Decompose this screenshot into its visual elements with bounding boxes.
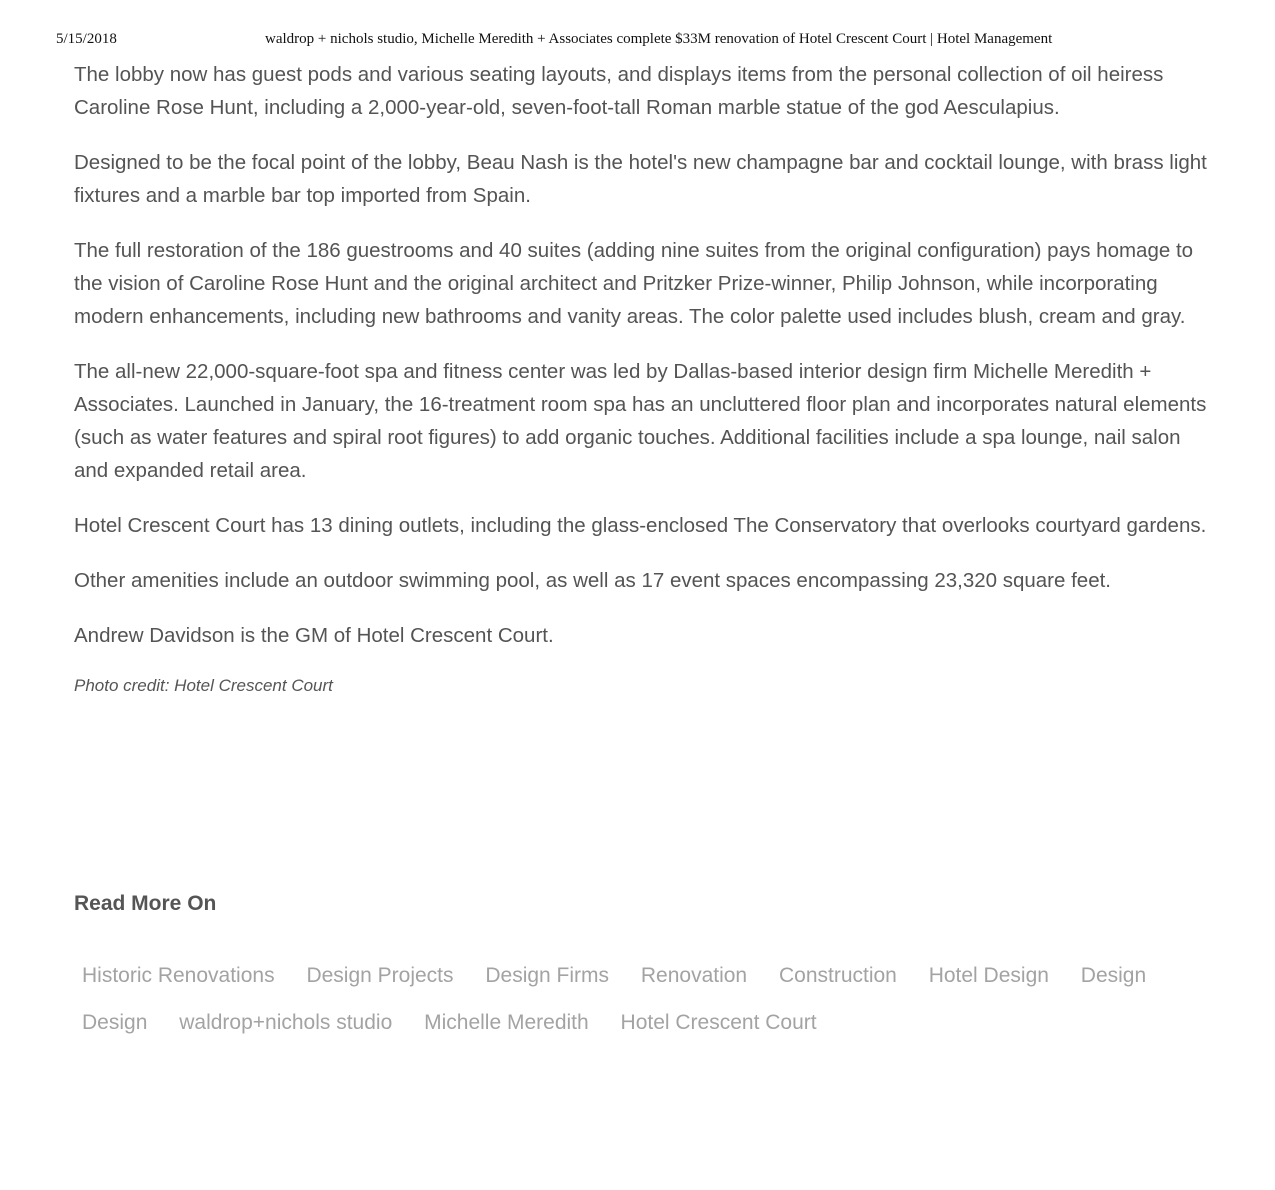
print-page-title: waldrop + nichols studio, Michelle Meredith + Associates complete $33M renovation of Hotel Crescent Court | Hotel Management <box>265 31 1053 47</box>
tag-link-renovation[interactable]: Renovation <box>640 964 748 987</box>
article-paragraph: Andrew Davidson is the GM of Hotel Crescent Court. <box>74 624 554 647</box>
tag-link-michelle-meredith[interactable]: Michelle Meredith <box>424 1011 589 1034</box>
read-more-heading: Read More On <box>74 892 217 915</box>
article-paragraph: The lobby now has guest pods and various seating layouts, and displays items from the personal collection of oil heiress Caroline Rose Hunt, including a 2,000-year-old, seven-foot-tall Roman marble statue of the god Aesculapius. <box>74 63 1164 119</box>
tag-link-design-projects[interactable]: Design Projects <box>306 964 454 987</box>
tag-link-design-2[interactable]: Design <box>82 1011 148 1034</box>
tag-link-waldrop-nichols-studio[interactable]: waldrop+nichols studio <box>179 1011 393 1034</box>
article-paragraph: Hotel Crescent Court has 13 dining outlets, including the glass-enclosed The Conservatory that overlooks courtyard gardens. <box>74 514 1207 537</box>
tag-link-hotel-design[interactable]: Hotel Design <box>928 964 1049 987</box>
tag-link-design[interactable]: Design <box>1080 964 1147 987</box>
article-body <box>74 58 1209 720</box>
article-paragraph: Designed to be the focal point of the lobby, Beau Nash is the hotel's new champagne bar and cocktail lounge, with brass light fixtures and a marble bar top imported from Spain. <box>74 151 1207 207</box>
article-paragraph: The full restoration of the 186 guestrooms and 40 suites (adding nine suites from the original configuration) pays homage to the vision of Caroline Rose Hunt and the original architect and Pritzker Prize-winner, Philip Johnson, while incorporating modern enhancements, including new bathrooms and vanity areas. The color palette used includes blush, cream and gray. <box>74 239 1194 328</box>
article-paragraph: Other amenities include an outdoor swimming pool, as well as 17 event spaces encompassing 23,320 square feet. <box>74 569 1111 592</box>
tag-link-construction[interactable]: Construction <box>778 964 897 987</box>
print-date: 5/15/2018 <box>56 31 117 47</box>
tag-link-hotel-crescent-court[interactable]: Hotel Crescent Court <box>620 1011 817 1034</box>
photo-credit: Photo credit: Hotel Crescent Court <box>74 676 333 695</box>
tag-list <box>82 952 1212 1046</box>
article-paragraph: The all-new 22,000-square-foot spa and fitness center was led by Dallas-based interior design firm Michelle Meredith + Associates. Launched in January, the 16-treatment room spa has an uncluttered floor plan and incorporates natural elements (such as water features and spiral root figures) to add organic touches. Additional facilities include a spa lounge, nail salon and expanded retail area. <box>74 360 1207 482</box>
print-header <box>0 31 1275 51</box>
tag-link-design-firms[interactable]: Design Firms <box>485 964 610 987</box>
tag-link-historic-renovations[interactable]: Historic Renovations <box>82 964 275 987</box>
